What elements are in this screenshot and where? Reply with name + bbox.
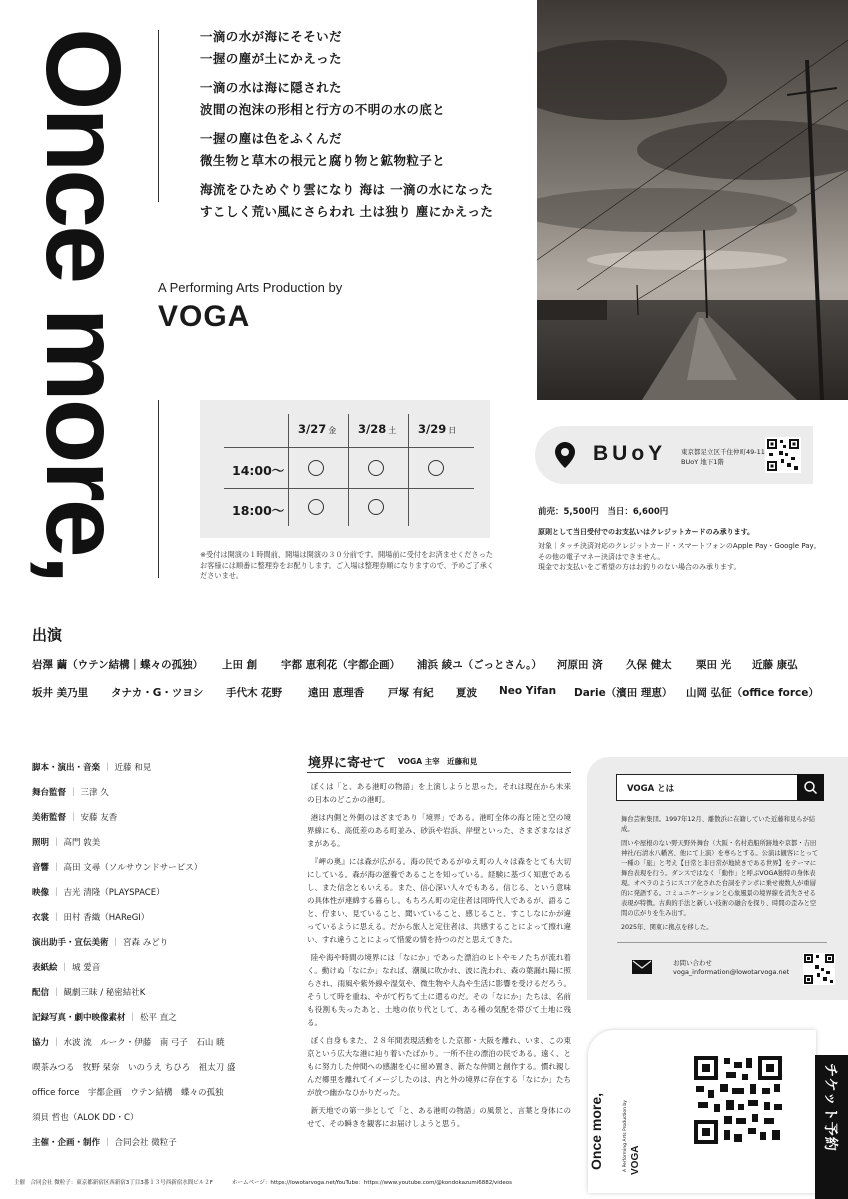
main-title: Once more, (24, 28, 142, 582)
credit-line: 協力 ｜ 水波 流 ルーク・伊藤 南 弓子 石山 暁 (32, 1038, 225, 1048)
location-pin-icon (555, 442, 575, 468)
credit-line: 表紙絵 ｜ 城 愛音 (32, 963, 101, 973)
cast-member: 河原田 済 (557, 659, 603, 671)
ticket-qr-code[interactable] (692, 1054, 784, 1146)
divider-line (617, 942, 827, 943)
venue-building: BUoY 地下1階 (681, 458, 724, 466)
divider-line (158, 400, 159, 578)
essay-body: ぼくは「と、ある港町の物語」を上演しようと思った。それは現在から未来の日本のどこかの港町。 港は内側と外側のはざまであり「境界」である。港町全体の海と陸と空の境界線にも、高低差のある町並み、砂浜や岩浜、岸壁といった、さまざまなはざまがある。 『岬の奥』には森が広がる。海の民であるがゆえ町の人々は森をとても大切にしている。森が海の滋養であることを知っている。経験に基づく知恵であるし、また信念ともいえる。また、信心深い人々でもある。信じる、という意味の具体性が連綿する暮らし。もちろん町の定住者は同時代人であるが、語ること、佇まい、見ていること、聞いていること、感じること、すこしなにかが違っているように思える。だから旅人と定住者は、共感することによって擦れ違い、すれ違うことによって惜愛の情を持つのだと思えてきた。 陸や海や時間の境界には「なにか」であった漂泊のヒトやモノたちが流れ着く。動けぬ「なにか」なれば、潮風に吹かれ、波に洗われ、森の葉漏れ陽に照らされ、雨風や紫外線や湿気や、微生物や人為や生活に影響を受けるだろう。そうして時を重ね、やがて朽ちて土に還るのだ。その「なにか」たちは、名前も役割も失ったあと、土地の依り代として、ある種の気配を帯びて土地に残る。 ぼく自身もまた、２８年間表現活動をした京都・大阪を離れ、いま、この東京という広大な港に辿り着いたばかり。一所不住の漂泊の民である。遠く、ともに努力した仲間への感謝を心に留め置き、新たな仲間と創作する。慣れ親しんだ郷里を離れてイメージしたのは、内と外の境界に存在する「なにか」たちが放つ幽かなひかりだった。 新天地での第一歩として「と、ある港町の物語」の風景と、言葉と身体にのせて、その瞬きを観客にお届けしようと思う。 (307, 782, 571, 1128)
about-label: VOGA とは (627, 784, 675, 794)
credit-line: 脚本・演出・音楽 ｜ 近藤 和見 (32, 763, 152, 773)
cast-member: 栗田 光 (696, 659, 732, 671)
credit-line: 演出助手・宣伝美術 ｜ 宮森 みどり (32, 938, 169, 948)
contact-label: お問い合わせ (673, 959, 712, 967)
cast-member: 遠田 恵理香 (308, 687, 365, 699)
schedule-table (200, 400, 490, 538)
cast-member: 久保 健太 (626, 659, 672, 671)
company-name: VOGA (158, 300, 251, 333)
credit-line: 配信 ｜ 観劇三昧 / 秘密結社K (32, 988, 146, 998)
availability-circle (428, 460, 444, 476)
cast-heading: 出演 (32, 626, 63, 644)
cast-member: 山岡 弘征（office force） (686, 687, 819, 699)
credit-line: office force 宇都企画 ウテン結構 蝶々の孤独 (32, 1088, 224, 1098)
cast-member: 上田 創 (222, 659, 258, 671)
credit-line: 照明 ｜ 高門 敦美 (32, 838, 101, 848)
production-byline: A Performing Arts Production by (158, 280, 343, 295)
divider-line (307, 772, 571, 773)
road-photo (537, 0, 848, 400)
table-line (224, 447, 474, 448)
schedule-note: ※受付は開演の１時間前、開場は開演の３０分前です。開場前に受付をお済ませくださったお客様には順番に整理券をお配りします。ご入場は整理券順になりますので、予めご了承くださいませ。 (200, 550, 494, 580)
footer-homepage[interactable]: ホームページ：https://lowotarvoga.net/ (232, 1180, 337, 1186)
contact-qr-code[interactable] (803, 953, 835, 985)
footer (0, 1174, 580, 1199)
credit-line: 喫茶みつる 牧野 栞奈 いのうえ ちひろ 祖太刀 盛 (32, 1063, 236, 1073)
cast-member: 浦浜 綾ユ（ごっとさん。） (417, 659, 542, 671)
cast-member: 夏波 (456, 687, 477, 699)
credit-line: 音響 ｜ 高田 文尋（ソルサウンドサービス） (32, 863, 203, 873)
search-icon (797, 774, 824, 801)
cast-member: 宇都 恵利花（宇都企画） (281, 659, 401, 671)
about-search-bar (616, 774, 824, 801)
about-text: 舞台芸術集団。1997年12月、離散浜に在籍していた近藤和見らが結成。 固いや屋根のない野天野外舞台（大阪・名村造船所跡地や京都・吉田神社/石清水八幡宮、他にて上演）を専らとする。公演は観客にとって一種の「旅」と考え【日常と非日常が地続きである世界】をテーマに舞台表現を行う。ダンスではなく「動作」と呼ぶVOGA独特の身体表現。オペラのようにスコア化された台詞をテンポに乗せ複数人が重層的に発語する。コミュニケーションと心象風景の境界線を消失させる表現が特徴。古典的手法と新しい技術の融合を探り、時間の歪みと空間の広がりを生み出す。 2025年、関東に拠点を移した。 (621, 816, 819, 931)
ticket-card-company: VOGA (630, 1145, 641, 1175)
cast-member: 手代木 花野 (226, 687, 283, 699)
credit-line: 舞台監督 ｜ 三津 久 (32, 788, 109, 798)
poem: 一滴の水が海にそそいだ 一握の塵が土にかえった 一滴の水は海に隠された 波間の泡沫の形相と行方の不明の水の底と 一握の塵は色をふくんだ 微生物と草木の根元と腐り物と鉱物粒子と 海流をひためぐり雲になり 海は 一滴の水になった すこしく荒い風にさらわれ 土は独り 塵にかえった (200, 29, 494, 219)
cast-member: 近藤 康弘 (752, 659, 798, 671)
mail-icon (632, 960, 652, 974)
availability-circle (308, 460, 324, 476)
availability-circle (368, 460, 384, 476)
venue-box (535, 426, 813, 484)
cast-member: タナカ・G・ツヨシ (111, 687, 204, 699)
divider-line (158, 30, 159, 202)
ticket-card-byline: A Performing Arts Production by (623, 1100, 628, 1172)
table-line (408, 414, 409, 526)
availability-circle (368, 499, 384, 515)
ticket-card-title: Once more, (588, 1092, 604, 1170)
schedule-date: 3/27 金 (298, 422, 337, 436)
venue-address: 東京都足立区千住仲町49-11 (681, 448, 765, 456)
credit-line: 衣裳 ｜ 田村 香織（HAReGI） (32, 913, 150, 923)
credit-line: 美術監督 ｜ 安藤 友香 (32, 813, 118, 823)
credit-line: 記録写真・劇中映像素材 ｜ 松平 直之 (32, 1013, 177, 1023)
ticket-price: 前売：5,500円 当日：6,600円 (538, 507, 669, 517)
payment-note: 原則として当日受付でのお支払いはクレジットカードのみ承ります。 (538, 528, 755, 536)
cast-member: 戸塚 有紀 (388, 687, 434, 699)
cast-member: 岩澤 繭（ウテン結構｜蝶々の孤独） (32, 659, 204, 671)
ticket-reservation-tab[interactable]: チケット予約 (815, 1055, 848, 1199)
availability-circle (308, 499, 324, 515)
essay-author: VOGA 主宰 近藤和見 (398, 757, 478, 766)
table-line (288, 414, 289, 526)
table-line (348, 414, 349, 526)
schedule-time: 14:00〜 (232, 463, 285, 478)
venue-qr-code[interactable] (765, 437, 801, 473)
staff-credits (32, 756, 292, 1156)
contact-email[interactable]: voga_information@lowotarvoga.net (673, 968, 790, 976)
schedule-time: 18:00〜 (232, 503, 285, 518)
credit-line: 主催・企画・制作 ｜ 合同会社 微粒子 (32, 1138, 177, 1148)
payment-details: 対象｜タッチ決済対応のクレジットカード・スマートフォンのApple Pay・Google Pay。 その他の電子マネー決済はできません。 現金でお支払いをご希望の方はお釣りのない場合のみ承ります。 (538, 542, 821, 571)
table-line (224, 488, 474, 489)
cast-member: Neo Yifan (499, 685, 557, 697)
schedule-date: 3/28 土 (358, 422, 397, 436)
venue-name: BUoY (593, 442, 667, 465)
credit-line: 映像 ｜ 吉光 清隆（PLAYSPACE） (32, 888, 165, 898)
credit-line: 須貝 哲也（ALOK DD・C） (32, 1113, 139, 1123)
search-button (797, 774, 824, 801)
cast-member: 坂井 美乃里 (32, 687, 89, 699)
schedule-date: 3/29 日 (418, 422, 457, 436)
footer-youtube[interactable]: YouTube：https://www.youtube.com/@kondokazumi6882/videos (336, 1180, 512, 1186)
footer-organizer: 主催 合同会社 微粒子：東京都新宿区西新宿3丁目3番１３号西新宿水間ビル２F (14, 1180, 213, 1186)
essay-title: 境界に寄せて (308, 756, 387, 771)
cast-member: Darie（濱田 理恵） (574, 687, 673, 699)
about-box (587, 757, 848, 1000)
